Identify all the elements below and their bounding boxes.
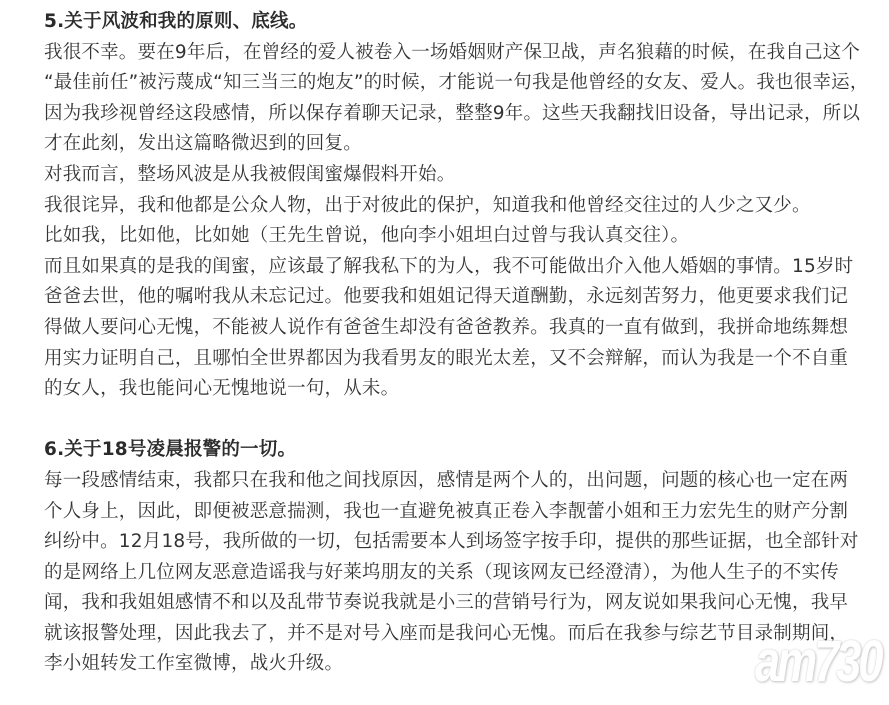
paragraph-line: 闻，我和我姐姐感情不和以及乱带节奏说我就是小三的营销号行为，网友说如果我问心无愧，我早	[44, 592, 849, 614]
paragraph-line: 就该报警处理，因此我去了，并不是对号入座而是我问心无愧。而后在我参与综艺节目录制期间，	[44, 622, 849, 644]
paragraph-line: 而且如果真的是我的闺蜜，应该最了解我私下的为人，我不可能做出介入他人婚姻的事情。15岁时	[44, 255, 854, 277]
paragraph-line: 比如我，比如他，比如她（王先生曾说，他向李小姐坦白过曾与我认真交往）。	[44, 225, 690, 247]
paragraph-line: 个人身上，因此，即便被恶意揣测，我也一直避免被真正卷入李靓蕾小姐和王力宏先生的财产分割	[44, 500, 849, 522]
paragraph-line: 的是网络上几位网友恶意造谣我与好莱坞朋友的关系（现该网友已经澄清），为他人生子的不实传	[44, 561, 839, 583]
section-heading-5: 5.关于风波和我的原则、底线。	[44, 11, 308, 32]
watermark-logo: am730	[755, 629, 881, 694]
article-body	[44, 7, 869, 680]
paragraph-line: 我很不幸。要在9年后，在曾经的爱人被卷入一场婚姻财产保卫战，声名狼藉的时候，在我自己这个	[44, 41, 861, 63]
paragraph-line: 纠纷中。12月18号，我所做的一切，包括需要本人到场签字按手印，提供的那些证据，也全部针对	[44, 531, 859, 553]
paragraph-line: 我很诧异，我和他都是公众人物，出于对彼此的保护，知道我和他曾经交往过的人少之又少。	[44, 194, 811, 216]
paragraph-line: 对我而言，整场风波是从我被假闺蜜爆假料开始。	[44, 163, 456, 185]
section-heading-6: 6.关于18号凌晨报警的一切。	[44, 439, 297, 461]
paragraph-line: 的女人，我也能问心无愧地说一句，从未。	[44, 378, 400, 400]
paragraph-line: 才在此刻，发出这篇略微迟到的回复。	[44, 133, 362, 155]
paragraph-line: 李小姐转发工作室微博，战火升级。	[44, 653, 344, 675]
paragraph-line: 因为我珍视曾经这段感情，所以保存着聊天记录，整整9年。这些天我翻找旧设备，导出记录，所以	[44, 102, 861, 124]
paragraph-line: 得做人要问心无愧，不能被人说作有爸爸生却没有爸爸教养。我真的一直有做到，我拼命地练舞想	[44, 316, 849, 338]
paragraph-line: 用实力证明自己，且哪怕全世界都因为我看男友的眼光太差，又不会辩解，而认为我是一个不自重	[44, 347, 849, 369]
paragraph-line: “最佳前任”被污蔑成“知三当三的炮友”的时候，才能说一句我是他曾经的女友、爱人。我也很幸运，	[44, 72, 869, 94]
paragraph-line: 每一段感情结束，我都只在我和他之间找原因，感情是两个人的，出问题，问题的核心也一定在两	[44, 469, 849, 491]
section-spacer	[44, 405, 864, 436]
paragraph-line: 爸爸去世，他的嘱咐我从未忘记过。他要我和姐姐记得天道酬勤，永远刻苦努力，他更要求我们记	[44, 286, 849, 308]
